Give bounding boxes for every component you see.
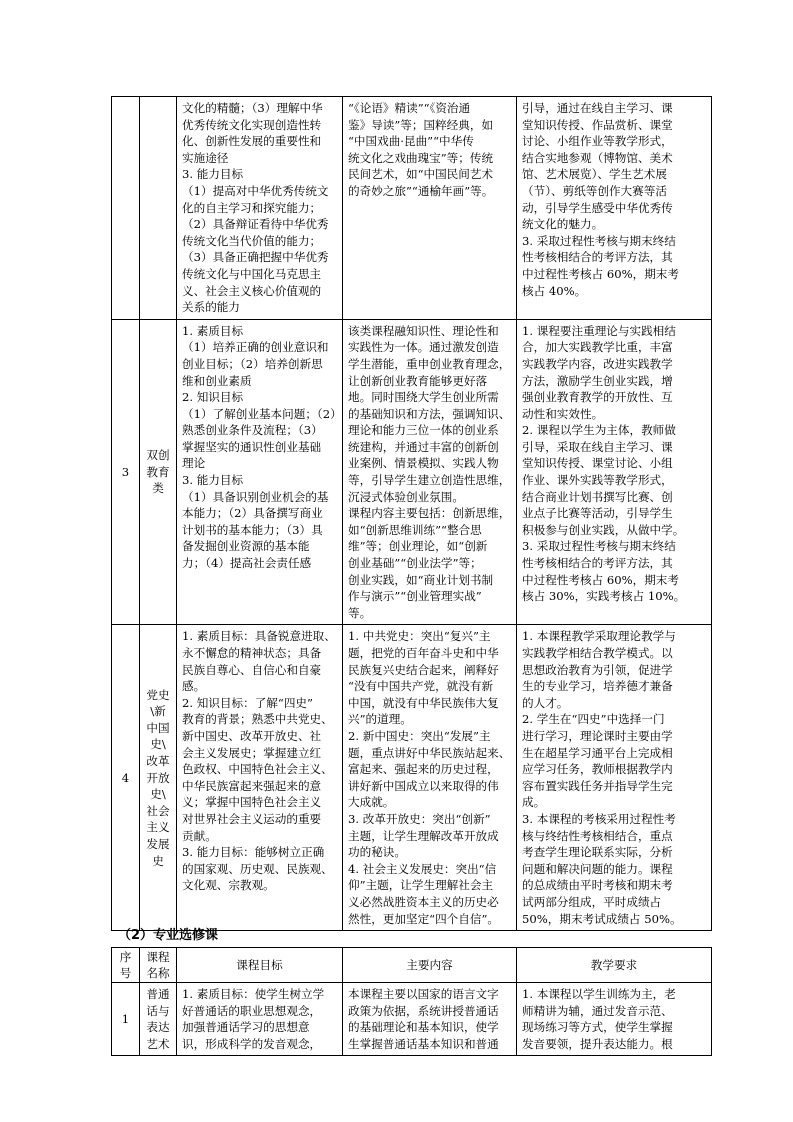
text-line: 1. 课程要注重理论与实践相结: [522, 323, 676, 338]
row-number: [112, 97, 140, 320]
header-goals: 课程目标: [177, 948, 343, 983]
text-line: 统文化之戏曲瑰宝”等；传统: [348, 150, 494, 165]
text-line: 3. 本课程的考核采用过程性考: [522, 811, 676, 826]
text-line: 讨论、小组作业等教学形式，: [522, 134, 673, 149]
text-line: 义、社会主义核心价值观的: [182, 283, 322, 298]
course-name: [140, 983, 177, 1056]
text-line: 3. 采取过程性考核与期末终结: [522, 539, 676, 554]
text-line: 掌握坚实的通识性创业基础: [182, 439, 322, 454]
table-header-row: [112, 948, 712, 983]
text-line: 引导，采取在线自主学习、课: [522, 439, 673, 454]
text-line: 备发掘创业资源的基本能: [182, 539, 310, 554]
text-line: 核与终结性考核相结合，重点: [522, 828, 673, 843]
text-line: 2. 知识目标: [182, 390, 244, 405]
course-table-general: [111, 96, 712, 931]
table-row: [112, 625, 712, 931]
text-line: 鉴》导读”等；国粹经典，如: [348, 117, 494, 132]
text-line: 3. 能力目标：能够树立正确: [182, 845, 325, 860]
text-line: 1. 素质目标：使学生树立学: [182, 987, 325, 1001]
text-line: 50%，期末考试成绩占 50%。: [522, 911, 682, 926]
course-table-body: [112, 948, 712, 1056]
text-line: （1）提高对中华优秀传统文: [182, 183, 329, 198]
text-line: （1）了解创业基本问题；（2）: [182, 406, 342, 421]
course-content: [343, 625, 517, 931]
text-line: 识，形成科学的发音观念，: [182, 1036, 322, 1051]
text-line: 题，重点讲好中华民族站起来、: [348, 745, 511, 760]
text-line: 双创: [146, 448, 170, 463]
text-line: 核占 40%。: [522, 283, 587, 298]
text-line: 问题和解决问题的能力。课程: [522, 861, 673, 876]
text-line: 积极参与创业实践，从做中学。: [522, 522, 685, 537]
text-line: 动，引导学生感受中华优秀传: [522, 200, 673, 215]
text-line: 1. 素质目标: [182, 323, 244, 338]
text-line: （1）具备识别创业机会的基: [182, 489, 329, 504]
text-line: 传统文化当代价值的能力；: [182, 233, 322, 248]
text-line: 民间艺术，如“中国民间艺术: [348, 167, 494, 182]
text-line: 堂知识传授、作品赏析、课堂: [522, 117, 673, 132]
text-line: 的国家观、历史观、民族观、: [182, 861, 333, 876]
text-line: 的基础知识和方法，强调知识、: [348, 406, 511, 421]
text-line: 实践教学内容，改进实践教学: [522, 356, 673, 371]
text-line: 改革: [146, 754, 170, 769]
text-line: 生的专业学习，培养德才兼备: [522, 679, 673, 694]
text-line: 1. 中共党史：突出“复兴”主: [348, 629, 491, 644]
course-goals: [177, 97, 343, 320]
text-line: 化、创新性发展的重要性和: [182, 134, 322, 149]
text-line: 然性，更加坚定“四个自信”。: [348, 911, 499, 926]
teaching-requirements: [517, 983, 712, 1056]
text-line: 的人才。: [522, 695, 569, 710]
text-line: 试两部分组成，平时成绩占: [522, 894, 662, 909]
text-line: “没有中国共产党，就没有新: [348, 679, 494, 694]
text-line: 作业、课外实践等教学形式，: [522, 473, 673, 488]
text-line: 中过程性考核占 60%，期末考: [522, 266, 679, 281]
text-line: 动性和实效性。: [522, 406, 604, 421]
text-line: 政策为依据，系统讲授普通话: [348, 1003, 499, 1018]
text-line: 堂知识传授、课堂讨论、小组: [522, 456, 673, 471]
text-line: 题，把党的百年奋斗史和中华: [348, 646, 499, 660]
text-line: 表达: [146, 1020, 170, 1035]
text-line: 方法，激励学生创业实践，增: [522, 373, 673, 388]
text-line: 业案例、情景模拟、实践人物: [348, 456, 499, 471]
text-line: 馆、艺术展览）、学生艺术展: [522, 167, 667, 182]
course-name: [140, 97, 177, 320]
text-line: 主义: [146, 820, 170, 835]
header-num: 序 号: [112, 948, 140, 983]
text-line: 中华民族富起来强起来的意: [182, 778, 322, 793]
header-name: 课程 名称: [140, 948, 177, 983]
text-line: 业点子比赛等活动，引导学生: [522, 506, 673, 521]
course-goals: [177, 319, 343, 625]
text-line: 优秀传统文化实现创造性转: [182, 117, 322, 132]
text-line: 文化的精髓；（3）理解中华: [182, 101, 323, 115]
teaching-requirements: [517, 319, 712, 625]
text-line: 好普通话的职业思想观念，: [182, 1003, 322, 1018]
text-line: 让创新创业教育能够更好落: [348, 373, 488, 388]
text-line: 作与演示”“创业管理实战”: [348, 589, 482, 604]
text-line: 实施途径: [182, 150, 229, 165]
text-line: 2. 课程以学生为主体，教师做: [522, 423, 676, 438]
text-line: 对世界社会主义运动的重要: [182, 811, 322, 826]
text-line: “《论语》精读”“《资治通: [348, 101, 471, 115]
teaching-requirements: [517, 97, 712, 320]
text-line: 本课程主要以国家的语言文字: [348, 987, 499, 1001]
text-line: 富起来、强起来的历史过程，: [348, 762, 499, 777]
section-heading: （2）专业选修课: [118, 928, 219, 943]
text-line: 普通: [146, 987, 170, 1001]
text-line: 性考核相结合的考评方法，其: [522, 556, 673, 571]
text-line: 感。: [182, 679, 206, 694]
teaching-requirements: [517, 625, 712, 931]
text-line: 引导，通过在线自主学习、课: [522, 101, 673, 115]
course-name: [140, 625, 177, 931]
text-line: 维和创业素质: [182, 373, 252, 388]
text-line: 的奇妙之旅”“通榆年画”等。: [348, 183, 494, 198]
text-line: 2. 学生在“四史”中选择一门: [522, 712, 665, 727]
text-line: 会主义发展史；掌握建立红: [182, 745, 322, 760]
text-line: 理论: [182, 456, 206, 471]
table-row: [112, 97, 712, 320]
text-line: 2. 新中国史：突出“发展”主: [348, 728, 491, 743]
text-line: 维”等；创业理论，如“创新: [348, 539, 488, 554]
text-line: 统文化的魅力。: [522, 217, 604, 232]
text-line: 3. 改革开放史：突出“创新”: [348, 811, 491, 826]
text-line: （2）具备辩证看待中华优秀: [182, 217, 329, 232]
text-line: 民族自尊心、自信心和自豪: [182, 662, 322, 677]
text-line: 沉浸式体验创业氛围。: [348, 489, 464, 504]
text-line: 中国，就没有中华民族伟大复: [348, 695, 499, 710]
text-line: 类: [152, 481, 164, 496]
text-line: 实践教学相结合教学模式。以: [522, 646, 673, 660]
text-line: 理论和能力三位一体的创业系: [348, 423, 499, 438]
text-line: （1）培养正确的创业意识和: [182, 340, 329, 355]
text-line: 3. 能力目标: [182, 473, 244, 488]
text-line: 应学习任务，教师根据教学内: [522, 762, 673, 777]
text-line: 仰”主题，让学生理解社会主: [348, 878, 494, 893]
text-line: 本能力；（2）具备撰写商业: [182, 506, 323, 521]
text-line: 永不懈怠的精神状态；具备: [182, 646, 322, 660]
text-line: 结合实地参观（博物馆、美术: [522, 150, 673, 165]
text-line: 该类课程融知识性、理论性和: [348, 323, 499, 338]
text-line: 强创业教育教学的开放性、互: [522, 390, 673, 405]
text-line: 创业实践，如“商业计划书制: [348, 572, 494, 587]
course-table-elective: [111, 947, 712, 1056]
text-line: 现场练习等方式，使学生掌握: [522, 1020, 673, 1035]
text-line: 党史: [146, 687, 170, 702]
course-goals: [177, 625, 343, 931]
text-line: 新中国史、改革开放史、社: [182, 728, 322, 743]
text-line: 中国: [146, 720, 170, 735]
text-line: \新: [150, 704, 166, 719]
text-line: 地。同时围绕大学生创业所需: [348, 390, 499, 405]
text-line: 力；（4）提高社会责任感: [182, 556, 312, 571]
text-line: 史: [152, 853, 164, 868]
header-content: 主要内容: [343, 948, 517, 983]
text-line: 讲好新中国成立以来取得的伟: [348, 778, 499, 793]
course-name: [140, 319, 177, 625]
text-line: 发展: [146, 836, 170, 851]
text-line: 教育的背景；熟悉中共党史、: [182, 712, 333, 727]
text-line: 等。: [348, 605, 372, 620]
text-line: 1. 素质目标：具备锐意进取、: [182, 629, 336, 644]
text-line: 兴”的道理。: [348, 712, 412, 727]
row-number: 4: [112, 625, 140, 931]
text-line: 艺术: [146, 1036, 170, 1051]
text-line: 合，加大实践教学比重，丰富: [522, 340, 673, 355]
text-line: 的总成绩由平时考核和期末考: [522, 878, 673, 893]
text-line: 主题，让学生理解改革开放成: [348, 828, 499, 843]
text-line: 社会: [146, 803, 170, 818]
text-line: 思想政治教育为引领，促进学: [522, 662, 673, 677]
course-goals: [177, 983, 343, 1056]
row-number: 1: [112, 983, 140, 1056]
text-line: 如“创新思维训练”“整合思: [348, 522, 482, 537]
text-line: 熟悉创业条件及流程；（3）: [182, 423, 323, 438]
text-line: 功的秘诀。: [348, 845, 406, 860]
text-line: “中国戏曲·昆曲”“中华传: [348, 134, 474, 149]
text-line: 核占 30%，实践考核占 10%。: [522, 589, 686, 604]
course-content: [343, 983, 517, 1056]
row-number: 3: [112, 319, 140, 625]
text-line: 2. 知识目标：了解“四史”: [182, 695, 313, 710]
text-line: 义；掌握中国特色社会主义: [182, 795, 322, 810]
text-line: 教育: [146, 464, 170, 479]
text-line: 话与: [146, 1003, 170, 1018]
text-line: 化的自主学习和探究能力；: [182, 200, 322, 215]
text-line: 创业基础”“创业法学”等；: [348, 556, 482, 571]
text-line: 关系的能力: [182, 300, 240, 315]
text-line: 色政权、中国特色社会主义、: [182, 762, 333, 777]
text-line: 成。: [522, 795, 546, 810]
text-line: 等，引导学生建立创造性思维，: [348, 473, 511, 488]
text-line: 3. 采取过程性考核与期末终结: [522, 233, 676, 248]
text-line: 文化观、宗教观。: [182, 878, 275, 893]
text-line: 加强普通话学习的思想意: [182, 1020, 310, 1035]
text-line: 师精讲为辅，通过发音示范、: [522, 1003, 673, 1018]
text-line: 结合商业计划书撰写比赛、创: [522, 489, 673, 504]
text-line: 3. 能力目标: [182, 167, 244, 182]
course-content: [343, 97, 517, 320]
text-line: （3）具备正确把握中华优秀: [182, 250, 329, 265]
text-line: 进行学习，理论课时主要由学: [522, 728, 673, 743]
course-content: [343, 319, 517, 625]
text-line: 史\: [150, 787, 166, 802]
table-row: [112, 319, 712, 625]
text-line: 发音要领，提升表达能力。根: [522, 1036, 673, 1051]
text-line: 传统文化与中国化马克思主: [182, 266, 322, 281]
text-line: 生掌握普通话基本知识和普通: [348, 1036, 499, 1051]
text-line: 创业目标；（2）培养创新思: [182, 356, 323, 371]
text-line: 1. 本课程教学采取理论教学与: [522, 629, 676, 644]
table-row: [112, 983, 712, 1056]
text-line: 实践性为一体。通过激发创造: [348, 340, 499, 355]
text-line: 计划书的基本能力；（3）具: [182, 522, 323, 537]
text-line: 中过程性考核占 60%，期末考: [522, 572, 679, 587]
text-line: 大成就。: [348, 795, 395, 810]
text-line: 义必然战胜资本主义的历史必: [348, 894, 499, 909]
course-table-body: [112, 97, 712, 931]
text-line: 容布置实践任务并指导学生完: [522, 778, 673, 793]
text-line: 的基础理论和基本知识，使学: [348, 1020, 499, 1035]
text-line: 4. 社会主义发展史：突出“信: [348, 861, 497, 876]
text-line: 民族复兴史结合起来，阐释好: [348, 662, 499, 677]
text-line: 统建构，并通过丰富的创新创: [348, 439, 499, 454]
text-line: 生在超星学习通平台上完成相: [522, 745, 673, 760]
text-line: 1. 本课程以学生训练为主，老: [522, 987, 676, 1001]
text-line: 考查学生理论联系实际，分析: [522, 845, 673, 860]
text-line: 贡献。: [182, 828, 217, 843]
text-line: 史\: [150, 737, 166, 752]
text-line: （节）、剪纸等创作大赛等活: [522, 183, 667, 198]
header-requirements: 教学要求: [517, 948, 712, 983]
text-line: 课程内容主要包括：创新思维，: [348, 506, 511, 521]
text-line: 性考核相结合的考评方法，其: [522, 250, 673, 265]
text-line: 学生潜能，重申创业教育理念，: [348, 356, 511, 371]
text-line: 开放: [146, 770, 170, 785]
